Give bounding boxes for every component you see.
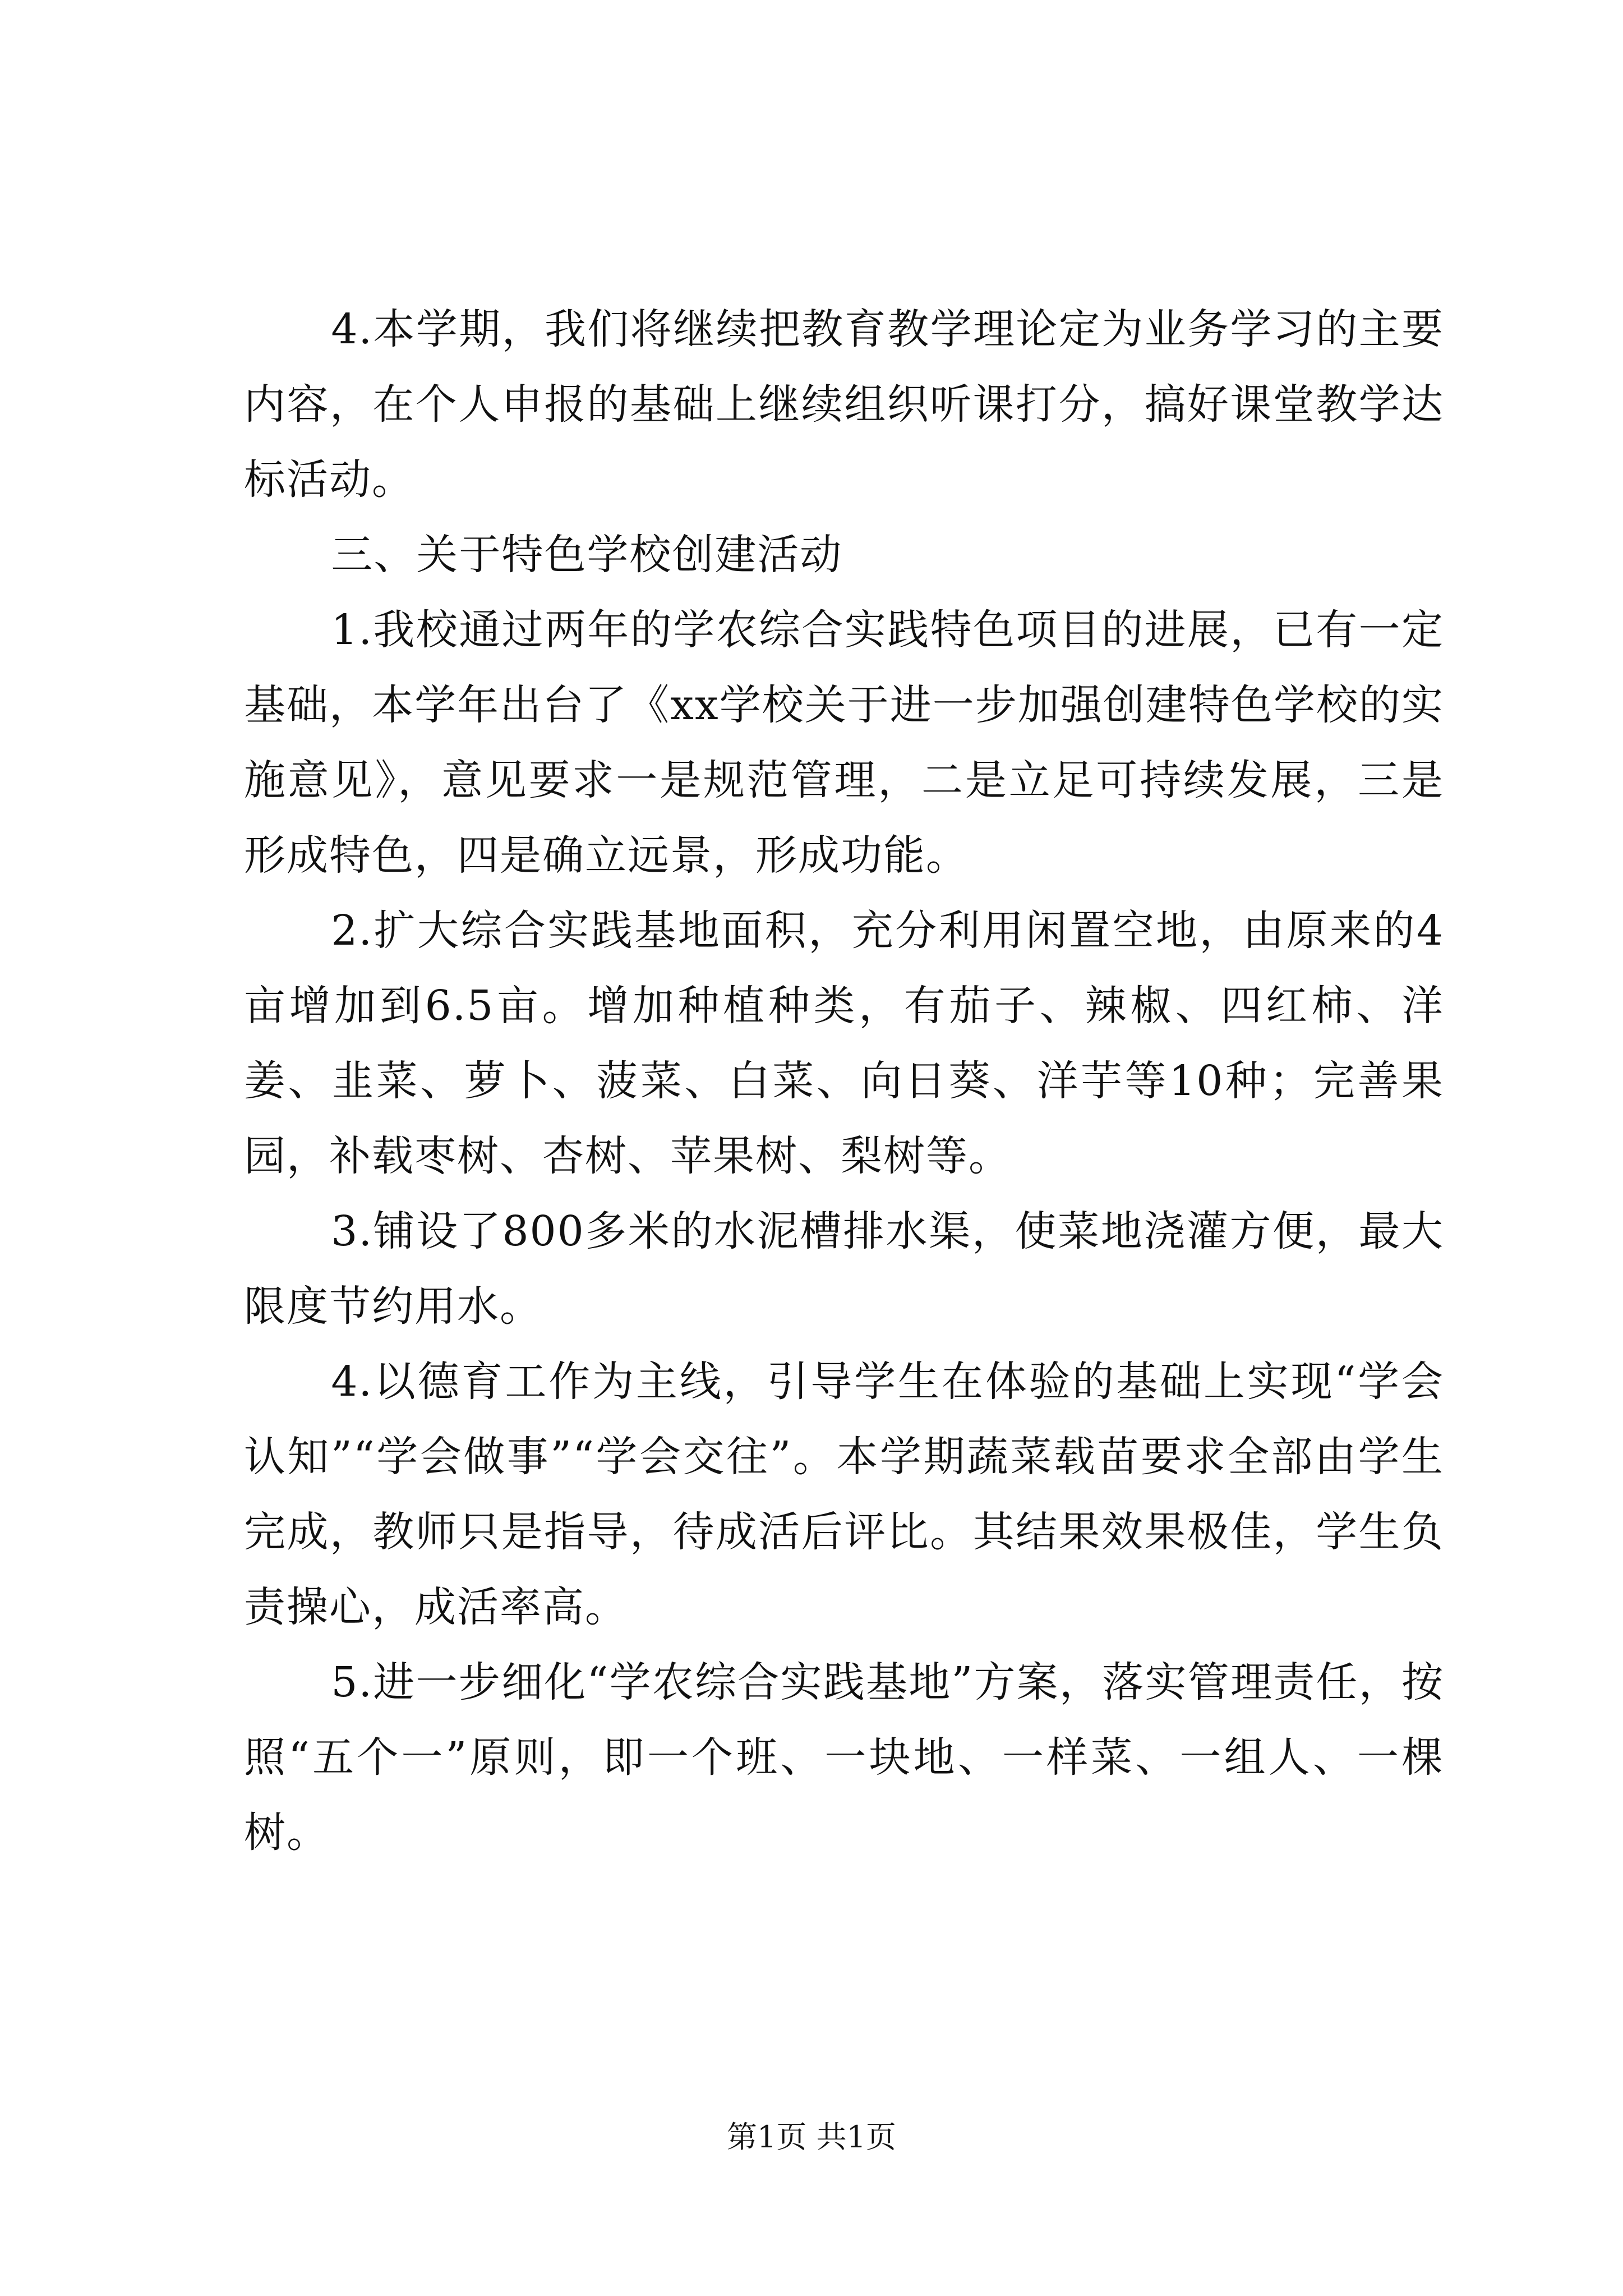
paragraph-item-4-study-theory: 4.本学期，我们将继续把教育教学理论定为业务学习的主要内容，在个人申报的基础上继续组织听课打分，搞好课堂教学达标活动。 <box>244 305 1444 504</box>
paragraph-item-3-drainage-channel: 3.铺设了800多米的水泥槽排水渠，使菜地浇灌方便，最大限度节约用水。 <box>244 1207 1444 1331</box>
paragraph-item-4-moral-education: 4.以德育工作为主线，引导学生在体验的基础上实现“学会认知”“学会做事”“学会交往”。本学期蔬菜载苗要求全部由学生完成，教师只是指导，待成活后评比。其结果效果极佳，学生负责操心，成活率高。 <box>244 1358 1444 1631</box>
paragraph-item-2-practice-base-area: 2.扩大综合实践基地面积，充分利用闲置空地，由原来的4亩增加到6.5亩。增加种植种类，有茄子、辣椒、四红柿、洋姜、韭菜、萝卜、菠菜、白菜、向日葵、洋芋等10种；完善果园，补载枣树、杏树、苹果树、梨树等。 <box>244 907 1444 1180</box>
section-heading-featured-school: 三、关于特色学校创建活动 <box>331 531 843 579</box>
document-body <box>244 292 1444 1870</box>
page-footer: 第1页 共1页 <box>727 2119 896 2155</box>
paragraph-item-1-implementation-opinion: 1.我校通过两年的学农综合实践特色项目的进展，已有一定基础，本学年出台了《xx学校关于进一步加强创建特色学校的实施意见》，意见要求一是规范管理，二是立足可持续发展，三是形成特色，四是确立远景，形成功能。 <box>244 606 1444 880</box>
paragraph-item-5-five-ones-principle: 5.进一步细化“学农综合实践基地”方案，落实管理责任，按照“五个一”原则，即一个班、一块地、一样菜、一组人、一棵树。 <box>244 1658 1444 1857</box>
